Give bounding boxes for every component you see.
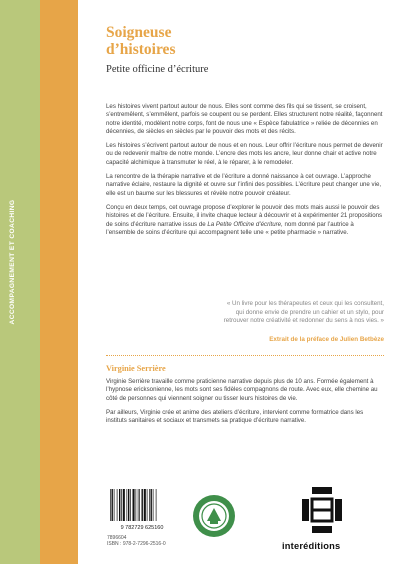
quote-line-1: « Un livre pour les thérapeutes et ceux qui les consultent, <box>226 300 384 307</box>
title-line-2: d’histoires <box>106 41 176 58</box>
collection-label: ACCOMPAGNEMENT ET COACHING <box>9 199 16 325</box>
section-divider <box>106 355 384 356</box>
barcode-bar <box>117 489 118 521</box>
barcode-bar <box>138 489 139 521</box>
collection-label-wrap <box>9 199 29 325</box>
barcode-bar <box>127 489 128 521</box>
barcode-bar <box>130 489 131 521</box>
blurb-paragraph-4 <box>106 204 384 237</box>
blurb-paragraph-3: La rencontre de la thérapie narrative et de l’écriture a donné naissance à cet ouvrage. L’approche narrative éclaire, restaure la dignité et ouvre sur l’infini des possibles. L’écriture peut changer une vie, elle est un baume sur les blessures et révèle notre pouvoir créateur. <box>106 173 382 197</box>
barcode-bar <box>156 489 157 521</box>
quote-line-2: qui donne envie de prendre un cahier et un stylo, pour <box>235 308 384 316</box>
isbn: ISBN : 978-2-7296-2516-0 <box>107 541 166 547</box>
blurb-p4-italic: La Petite Officine d’écriture, <box>207 220 283 228</box>
barcode-bar <box>133 489 135 521</box>
barcode-bar <box>136 489 137 521</box>
preface-quote <box>106 300 384 326</box>
author-bio-paragraph-2: Par ailleurs, Virginie crée et anime des ateliers d’écriture, intervient comme formatrice dans les instituts sanitaires et sociaux et transmets sa pratique d’écriture narrative. <box>106 408 364 425</box>
barcode-bars <box>110 489 156 521</box>
blurb-paragraph-1: Les histoires vivent partout autour de nous. Elles sont comme des fils qui se tissent, se croisent, s’entremêlent, s’emmêlent, parfois se coupent ou se perdent. Elles structurent notre réalité, façonnent notre identité, modèlent notre corps, font de nous une « Espèce fabulatrice » reliée de décennies en décennies, de siècles en siècles par le pouvoir des mots et des récits. <box>106 103 383 135</box>
barcode-bar <box>153 489 154 521</box>
barcode-bar <box>139 489 140 521</box>
quote-source: Extrait de la préface de Julien Betbèze <box>269 336 384 343</box>
eco-badge-icon <box>192 494 236 538</box>
barcode-bar <box>112 489 113 521</box>
barcode-bar <box>149 489 150 521</box>
title-line-1: Soigneuse <box>106 24 172 41</box>
author-bio <box>106 378 384 431</box>
blurb-paragraph-2: Les histoires s’écrivent partout autour de nous et en nous. Leur offrir l’écriture nous permet de devenir ou de redevenir maître de notre monde. L’encre des mots les ancre, leur donne chair et active notre capacité alchimique à transmuter le réel, à le réparer, à le remodeler. <box>106 142 383 166</box>
barcode-bar <box>144 489 146 521</box>
barcode-number: 9 782729 625160 <box>120 525 164 531</box>
barcode-bar <box>142 489 143 521</box>
publisher-name: interéditions <box>282 541 341 551</box>
barcode-bar <box>114 489 115 521</box>
author-bio-paragraph-1: Virginie Serrière travaille comme praticienne narrative depuis plus de 10 ans. Formée également à l’hypnose ericksonienne, les mots sont ses fidèles compagnons de route. Avec eux, elle chemine au côté de personnes qui viennent soigner ou tisser leurs histoires de vie. <box>106 378 378 402</box>
barcode-bar <box>151 489 152 521</box>
author-name: Virginie Serrière <box>106 364 166 373</box>
barcode <box>107 487 177 531</box>
barcode-code: 7896604 <box>107 535 127 541</box>
barcode-bar <box>121 489 122 521</box>
barcode-bar <box>119 489 120 521</box>
sidebar-band <box>0 0 40 564</box>
book-title <box>106 24 175 58</box>
barcode-bar <box>110 489 111 521</box>
publisher-logo-icon <box>298 486 346 534</box>
sidebar-stripe <box>40 0 78 564</box>
barcode-bar <box>128 489 129 521</box>
barcode-bar <box>123 489 125 521</box>
barcode-bar <box>147 489 148 521</box>
blurb-p4-start: Conçu en deux temps, cet ouvrage propose d’explorer le pouvoir des mots mais aussi le pouvoir des histoires et de l’écriture. Ensuite, il invite chaque lecteur à découvrir et à expérimenter 21 propositions de soins d’écriture narrative issus de <box>106 203 383 228</box>
book-subtitle: Petite officine d’écriture <box>106 64 209 75</box>
blurb <box>106 103 384 243</box>
blurb-p4-end: nom donné par l’autrice à l’ensemble de soins d’écriture qui accompagnent telle une « petite pharmacie » narrative. <box>106 220 354 236</box>
isbn-info <box>107 535 166 547</box>
quote-line-3: retrouver notre créativité et redonner du sens à nos vies. » <box>223 317 384 324</box>
